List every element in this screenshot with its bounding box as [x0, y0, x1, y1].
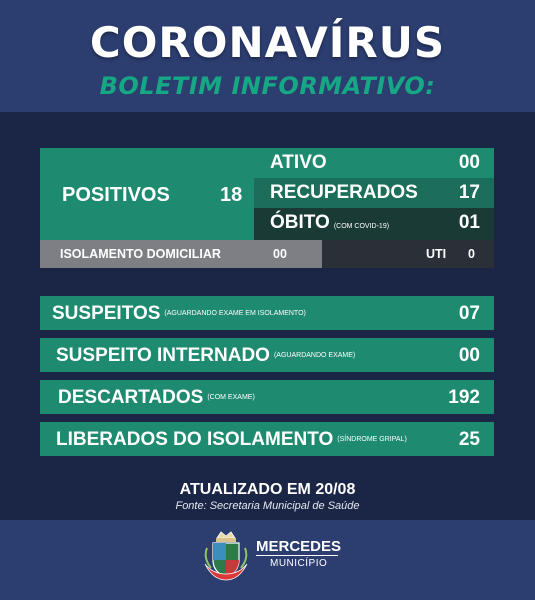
- suspeitos-note: (AGUARDANDO EXAME EM ISOLAMENTO): [164, 310, 306, 318]
- descartados-label-group: [58, 387, 255, 409]
- suspeitos-value: 07: [458, 303, 480, 324]
- liberados-note: (SÍNDROME GRIPAL): [337, 436, 407, 444]
- positivos-value: 18: [220, 184, 243, 206]
- footer: [0, 520, 535, 600]
- suspeitos-label: SUSPEITOS: [52, 303, 161, 324]
- liberados-value: 25: [458, 429, 480, 450]
- uti-label: UTI: [426, 247, 447, 261]
- positivos-block: [40, 148, 254, 240]
- footer-brand: MERCEDES: [256, 538, 342, 555]
- page-title: CORONAVÍRUS: [89, 18, 446, 67]
- descartados-value: 192: [448, 387, 480, 408]
- suspeitos-bar: [40, 296, 494, 330]
- suspeito-internado-note: (AGUARDANDO EXAME): [273, 352, 356, 360]
- obito-row: [254, 208, 494, 240]
- isolamento-value: 00: [273, 247, 287, 261]
- descartados-note: (COM EXAME): [207, 394, 255, 402]
- ativo-row: [254, 148, 494, 178]
- recuperados-value: 17: [458, 182, 480, 203]
- obito-label-group: [270, 212, 389, 234]
- municipal-crest-icon: [203, 530, 249, 582]
- descartados-label: DESCARTADOS: [58, 387, 204, 408]
- page-subtitle: BOLETIM INFORMATIVO:: [99, 72, 436, 100]
- recuperados-label: RECUPERADOS: [270, 182, 418, 203]
- recuperados-row: [254, 178, 494, 208]
- obito-note: (COM COVID-19): [333, 223, 390, 230]
- header-banner: [0, 0, 535, 112]
- footer-divider: [256, 555, 338, 556]
- isolamento-label: ISOLAMENTO DOMICILIAR: [60, 247, 221, 261]
- updated-text: ATUALIZADO EM 20/08: [179, 481, 356, 498]
- uti-row: [322, 240, 494, 268]
- suspeito-internado-value: 00: [458, 345, 480, 366]
- descartados-bar: [40, 380, 494, 414]
- ativo-value: 00: [458, 152, 480, 173]
- positivos-label: POSITIVOS: [62, 184, 170, 206]
- liberados-bar: [40, 422, 494, 456]
- liberados-label: LIBERADOS DO ISOLAMENTO: [56, 429, 334, 450]
- uti-value: 0: [468, 247, 475, 261]
- suspeito-internado-label-group: [56, 345, 355, 367]
- ativo-label: ATIVO: [270, 152, 327, 173]
- obito-label: ÓBITO: [270, 212, 330, 233]
- suspeito-internado-bar: [40, 338, 494, 372]
- suspeitos-label-group: [52, 303, 306, 325]
- suspeito-internado-label: SUSPEITO INTERNADO: [56, 345, 270, 366]
- isolamento-row: [40, 240, 322, 268]
- obito-value: 01: [458, 212, 480, 233]
- source-text: Fonte: Secretaria Municipal de Saúde: [175, 500, 360, 512]
- liberados-label-group: [56, 429, 407, 451]
- footer-subtitle: MUNICÍPIO: [270, 558, 328, 569]
